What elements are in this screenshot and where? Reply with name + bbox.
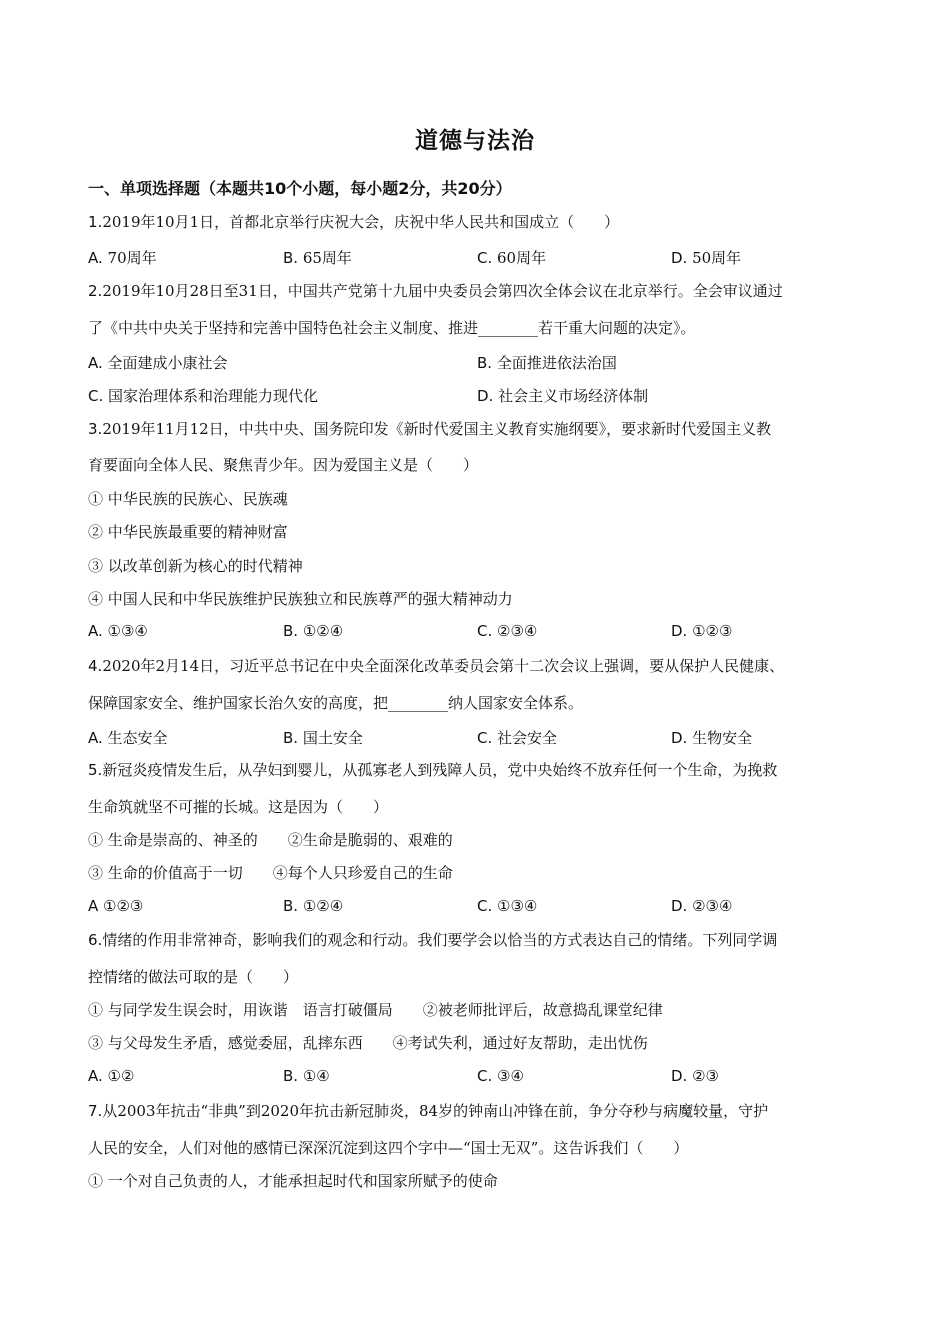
option-text: 60周年	[492, 249, 547, 267]
option-text: 生物安全	[687, 729, 753, 747]
option-d	[671, 247, 741, 268]
option-label: D.	[671, 729, 688, 747]
option-label: A	[88, 897, 99, 915]
option-label: B.	[283, 897, 299, 915]
option-c	[477, 727, 557, 748]
option-c	[477, 622, 537, 640]
question-6-stem-continued: 控情绪的做法可取的是（ ）	[88, 968, 299, 986]
option-label: D.	[671, 1067, 688, 1085]
question-7-stem	[88, 1101, 868, 1121]
option-text: ②③	[687, 1067, 719, 1085]
question-text: 2020年2月14日，习近平总书记在中央全面深化改革委员会第十二次会议上强调，要从保护人民健康、	[102, 657, 785, 675]
question-5-options	[88, 897, 868, 917]
option-b	[283, 897, 343, 915]
option-b	[283, 247, 352, 268]
option-label: A.	[88, 1067, 103, 1085]
option-text: 社会主义市场经济体制	[493, 387, 649, 405]
option-label: C.	[477, 622, 493, 640]
option-label: C.	[477, 729, 493, 747]
question-4-options	[88, 727, 868, 747]
option-text: 生态安全	[102, 729, 168, 747]
section-heading: 一、单项选择题（本题共10个小题，每小题2分，共20分）	[88, 179, 512, 198]
statement-item: ① 生命是崇高的、神圣的 ②生命是脆弱的、艰难的	[88, 831, 453, 849]
question-2-options-row-2	[88, 385, 868, 405]
option-a	[88, 727, 168, 748]
question-3-stem-continued: 育要面向全体人民、聚焦青少年。因为爱国主义是（ ）	[88, 456, 479, 474]
option-d	[671, 1067, 719, 1085]
option-text: ③④	[492, 1067, 524, 1085]
option-text: 国土安全	[298, 729, 363, 747]
option-c	[88, 385, 318, 406]
question-text: 2019年10月1日，首都北京举行庆祝大会，庆祝中华人民共和国成立（ ）	[102, 213, 620, 231]
option-d	[671, 622, 732, 640]
question-7-stem-continued: 人民的安全，人们对他的感情已深深沉淀到这四个字中—“国士无双”。这告诉我们（ ）	[88, 1139, 689, 1157]
option-b	[283, 1067, 330, 1085]
option-text: 50周年	[687, 249, 742, 267]
question-2-stem-continued: 了《中共中央关于坚持和完善中国特色社会主义制度、推进________若干重大问题的决定》。	[88, 319, 696, 337]
option-text: ①②④	[298, 622, 344, 640]
statement-item: ④ 中国人民和中华民族维护民族独立和民族尊严的强大精神动力	[88, 590, 513, 608]
question-number: 3.	[88, 420, 103, 438]
option-label: A.	[88, 729, 103, 747]
option-text: 全面推进依法治国	[492, 354, 617, 372]
option-d	[671, 727, 752, 748]
option-text: ①④	[298, 1067, 330, 1085]
option-label: C.	[477, 897, 493, 915]
option-b	[283, 727, 363, 748]
option-label: D.	[671, 249, 688, 267]
option-a	[88, 897, 143, 915]
statement-item: ③ 生命的价值高于一切 ④每个人只珍爱自己的生命	[88, 864, 453, 882]
option-text: 国家治理体系和治理能力现代化	[103, 387, 319, 405]
statement-item: ③ 以改革创新为核心的时代精神	[88, 557, 303, 575]
question-number: 4.	[88, 657, 103, 675]
statement-item: ② 中华民族最重要的精神财富	[88, 523, 288, 541]
option-text: 社会安全	[492, 729, 558, 747]
option-label: C.	[477, 1067, 493, 1085]
option-c	[477, 247, 546, 268]
question-6-options	[88, 1067, 868, 1087]
option-label: A.	[88, 354, 103, 372]
question-3-stem	[88, 419, 868, 439]
option-label: B.	[283, 249, 299, 267]
option-a	[88, 352, 228, 373]
option-label: D.	[477, 387, 494, 405]
question-number: 2.	[88, 282, 103, 300]
question-5-stem-continued: 生命筑就坚不可摧的长城。这是因为（ ）	[88, 798, 389, 816]
question-number: 7.	[88, 1102, 103, 1120]
statement-item: ③ 与父母发生矛盾，感觉委屈，乱摔东西 ④考试失利，通过好友帮助，走出忧伤	[88, 1034, 648, 1052]
question-5-stem	[88, 760, 868, 780]
option-text: ①②④	[298, 897, 344, 915]
option-text: ①③④	[102, 622, 148, 640]
statement-item: ① 一个对自己负责的人，才能承担起时代和国家所赋予的使命	[88, 1172, 498, 1190]
option-label: A.	[88, 622, 103, 640]
question-2-options-row-1	[88, 352, 868, 372]
option-b	[283, 622, 343, 640]
question-3-options	[88, 622, 868, 642]
question-text: 2019年10月28日至31日，中国共产党第十九届中央委员会第四次全体会议在北京举行。全会审议通过	[102, 282, 783, 300]
question-text: 2019年11月12日，中共中央、国务院印发《新时代爱国主义教育实施纲要》，要求新时代爱国主义教	[102, 420, 772, 438]
option-label: B.	[283, 622, 299, 640]
option-text: ②③④	[687, 897, 733, 915]
question-text: 新冠炎疫情发生后，从孕妇到婴儿，从孤寡老人到残障人员，党中央始终不放弃任何一个生命，为挽救	[102, 761, 778, 779]
option-c	[477, 897, 537, 915]
statement-item: ① 中华民族的民族心、民族魂	[88, 490, 288, 508]
option-label: B.	[283, 729, 299, 747]
option-label: C.	[88, 387, 104, 405]
option-text: ①③④	[492, 897, 538, 915]
option-text: ①②③	[98, 897, 144, 915]
question-text: 情绪的作用非常神奇，影响我们的观念和行动。我们要学会以恰当的方式表达自己的情绪。下列同学调	[102, 931, 778, 949]
question-1-stem	[88, 212, 868, 232]
question-4-stem	[88, 656, 868, 676]
option-a	[88, 622, 148, 640]
option-d	[671, 897, 732, 915]
option-label: B.	[477, 354, 493, 372]
option-text: 70周年	[102, 249, 157, 267]
page-title: 道德与法治	[415, 128, 535, 154]
option-label: C.	[477, 249, 493, 267]
question-number: 5.	[88, 761, 103, 779]
option-label: A.	[88, 249, 103, 267]
question-text: 从2003年抗击“非典”到2020年抗击新冠肺炎，84岁的钟南山冲锋在前，争分夺秒与病魔较量，守护	[102, 1102, 769, 1120]
question-6-stem	[88, 930, 868, 950]
option-label: D.	[671, 622, 688, 640]
option-text: ①②	[102, 1067, 135, 1085]
question-1-options	[88, 247, 868, 267]
option-label: D.	[671, 897, 688, 915]
option-c	[477, 1067, 524, 1085]
question-number: 1.	[88, 213, 103, 231]
statement-item: ① 与同学发生误会时，用诙谐 语言打破僵局 ②被老师批评后，故意捣乱课堂纪律	[88, 1001, 663, 1019]
option-text: 全面建成小康社会	[102, 354, 228, 372]
option-a	[88, 247, 157, 268]
option-text: ②③④	[492, 622, 538, 640]
option-a	[88, 1067, 134, 1085]
question-4-stem-continued: 保障国家安全、维护国家长治久安的高度，把________纳人国家安全体系。	[88, 694, 584, 712]
option-d	[477, 385, 648, 406]
option-label: B.	[283, 1067, 299, 1085]
option-text: ①②③	[687, 622, 733, 640]
option-b	[477, 352, 617, 373]
option-text: 65周年	[298, 249, 352, 267]
question-number: 6.	[88, 931, 103, 949]
question-2-stem	[88, 281, 868, 301]
